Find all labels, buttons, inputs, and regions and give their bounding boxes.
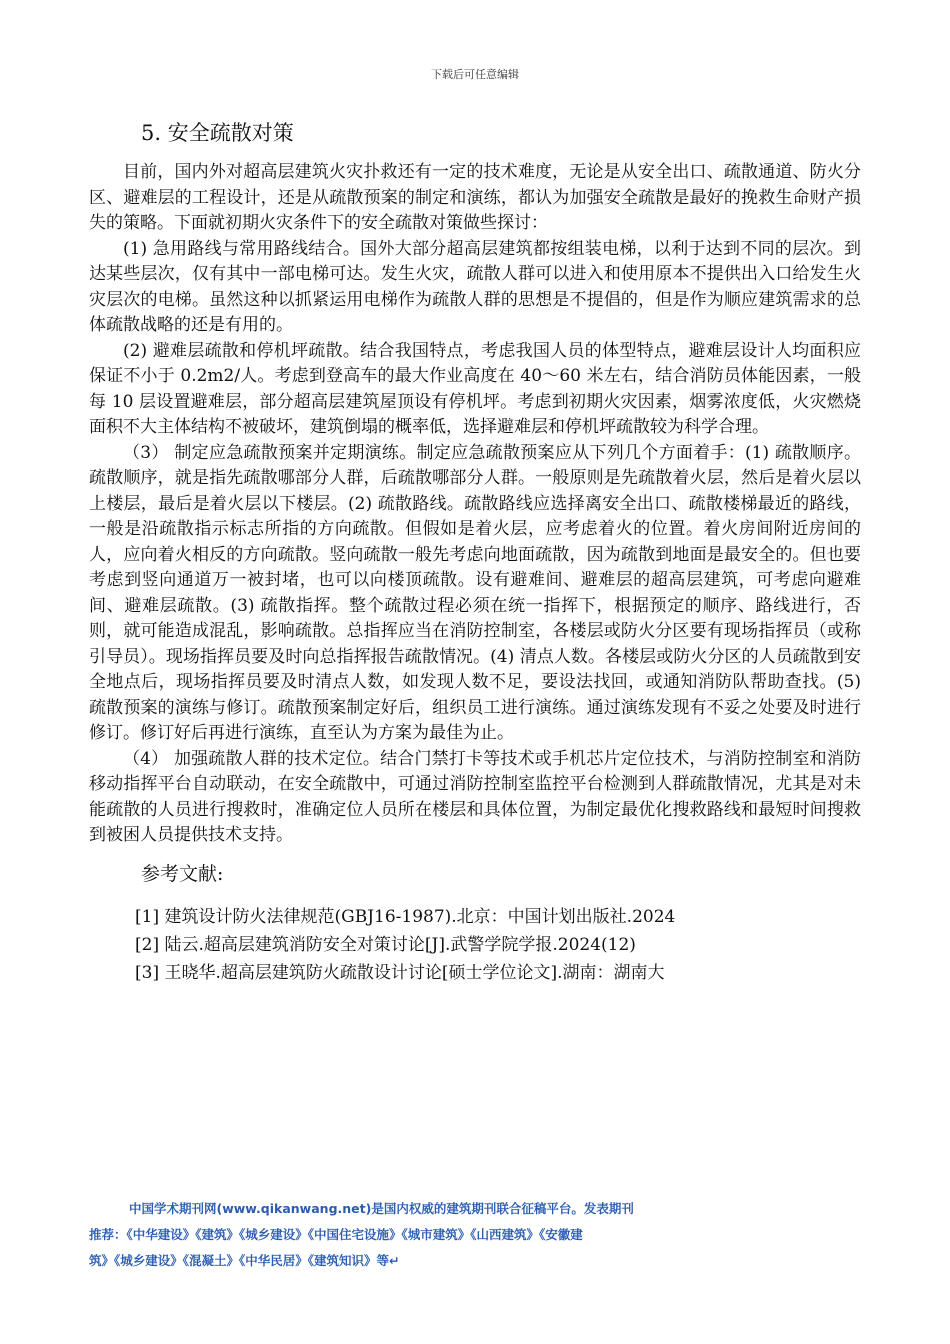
references-title: 参考文献: bbox=[141, 862, 224, 885]
footer-ad-line: 中国学术期刊网(www.qikanwang.net)是国内权威的建筑期刊联合征稿平台。发表期刊 bbox=[129, 1201, 634, 1216]
reference-item: [3] 王晓华.超高层建筑防火疏散设计讨论[硕士学位论文].湖南：湖南大 bbox=[135, 962, 665, 983]
paragraph-intro: 目前，国内外对超高层建筑火灾扑救还有一定的技术难度，无论是从安全出口、疏散通道、防火分区、避难层的工程设计，还是从疏散预案的制定和演练，都认为加强安全疏散是最好的挽救生命财产损失的策略。下面就初期火灾条件下的安全疏散对策做些探讨： bbox=[89, 162, 861, 233]
paragraph-1: (1) 急用路线与常用路线结合。国外大部分超高层建筑都按组装电梯，以利于达到不同的层次。到达某些层次，仅有其中一部电梯可达。发生火灾，疏散人群可以进入和使用原本不提供出入口给发生火灾层次的电梯。虽然这种以抓紧运用电梯作为疏散人群的思想是不提倡的，但是作为顺应建筑需求的总体疏散战略的还是有用的。 bbox=[89, 238, 861, 335]
reference-item: [2] 陆云.超高层建筑消防安全对策讨论[J].武警学院学报.2024(12) bbox=[135, 934, 636, 955]
footer-ad-line: 筑》《城乡建设》《混凝土》《中华民居》《建筑知识》等↵ bbox=[89, 1253, 400, 1268]
section-title: 5. 安全疏散对策 bbox=[141, 121, 294, 145]
page-header-note: 下载后可任意编辑 bbox=[431, 68, 519, 81]
footer-advertisement bbox=[89, 1196, 789, 1274]
reference-item: [1] 建筑设计防火法律规范(GBJ16-1987).北京：中国计划出版社.2024 bbox=[135, 906, 676, 927]
paragraph-4: （4） 加强疏散人群的技术定位。结合门禁打卡等技术或手机芯片定位技术，与消防控制室和消防移动指挥平台自动联动，在安全疏散中，可通过消防控制室监控平台检测到人群疏散情况，尤其是对未能疏散的人员进行搜救时，准确定位人员所在楼层和具体位置，为制定最优化搜救路线和最短时间搜救到被困人员提供技术支持。 bbox=[89, 748, 861, 845]
document-body bbox=[89, 118, 861, 987]
footer-ad-line: 推荐：《中华建设》《建筑》《城乡建设》《中国住宅设施》《城市建筑》《山西建筑》《安徽建 bbox=[89, 1227, 583, 1242]
paragraph-2: (2) 避难层疏散和停机坪疏散。结合我国特点，考虑我国人员的体型特点，避难层设计人均面积应保证不小于 0.2m2/人。考虑到登高车的最大作业高度在 40～60 米左右，结合消防员体能因素，一般每 10 层设置避难层，部分超高层建筑屋顶设有停机坪。考虑到初期火灾因素，烟雾浓度低，火灾燃烧面积不大主体结构不被破坏，建筑倒塌的概率低，选择避难层和停机坪疏散较为科学合理。 bbox=[89, 340, 861, 437]
paragraph-3: （3） 制定应急疏散预案并定期演练。制定应急疏散预案应从下列几个方面着手：(1) 疏散顺序。疏散顺序，就是指先疏散哪部分人群，后疏散哪部分人群。一般原则是先疏散着火层，然后是着火层以上楼层，最后是着火层以下楼层。(2) 疏散路线。疏散路线应选择离安全出口、疏散楼梯最近的路线，一般是沿疏散指示标志所指的方向疏散。但假如是着火层，应考虑着火的位置。着火房间附近房间的人，应向着火相反的方向疏散。竖向疏散一般先考虑向地面疏散，因为疏散到地面是最安全的。但也要考虑到竖向通道万一被封堵，也可以向楼顶疏散。设有避难间、避难层的超高层建筑，可考虑向避难间、避难层疏散。(3) 疏散指挥。整个疏散过程必须在统一指挥下，根据预定的顺序、路线进行，否则，就可能造成混乱，影响疏散。总指挥应当在消防控制室，各楼层或防火分区要有现场指挥员（或称引导员）。现场指挥员要及时向总指挥报告疏散情况。(4) 清点人数。各楼层或防火分区的人员疏散到安全地点后，现场指挥员要及时清点人数，如发现人数不足，要设法找回，或通知消防队帮助查找。(5) 疏散预案的演练与修订。疏散预案制定好后，组织员工进行演练。通过演练发现有不妥之处要及时进行修订。修订好后再进行演练，直至认为方案为最佳为止。 bbox=[89, 442, 861, 743]
